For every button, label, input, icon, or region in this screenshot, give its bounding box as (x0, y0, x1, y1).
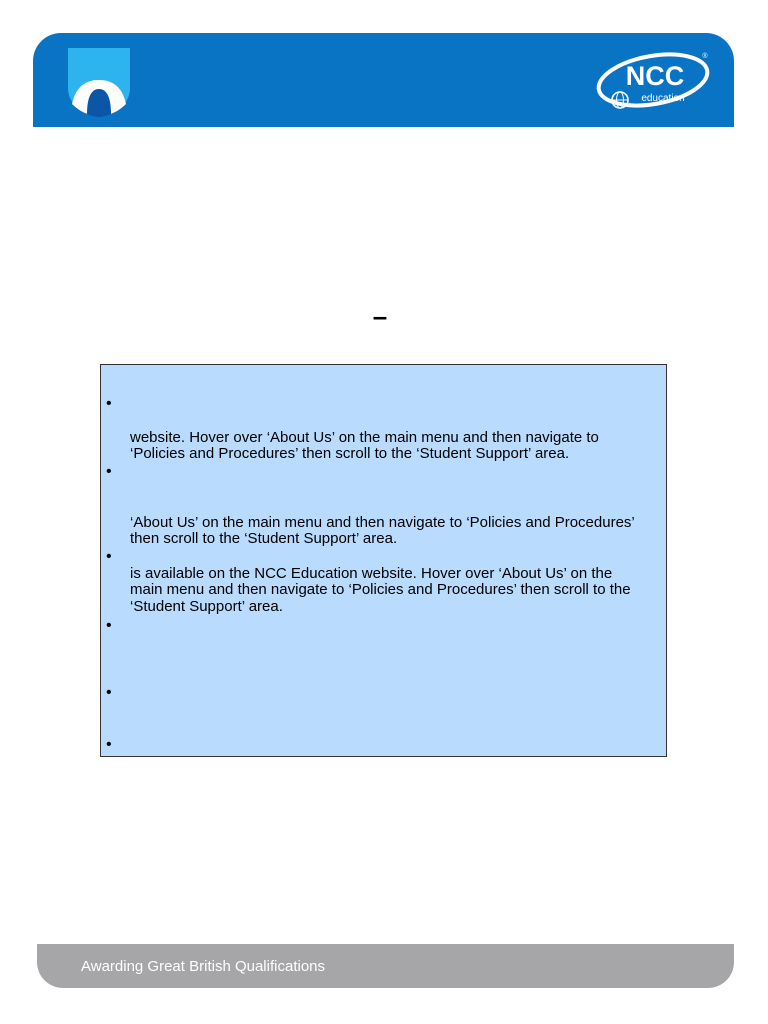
university-crest-icon (66, 46, 132, 118)
registered-mark: ® (702, 53, 708, 60)
footer-tagline: Awarding Great British Qualifications (81, 958, 325, 975)
heading-dash: – (372, 301, 388, 331)
bullet-4: • (106, 617, 112, 634)
bullet-2: • (106, 463, 112, 480)
bullet-3: • (106, 548, 112, 565)
bullet-6: • (106, 736, 112, 753)
info-line: ‘Policies and Procedures’ then scroll to the ‘Student Support’ area. (130, 445, 570, 462)
logo-text: NCC (625, 61, 685, 91)
info-box (100, 364, 667, 757)
info-line: ‘Student Support’ area. (130, 598, 283, 615)
info-line: is available on the NCC Education website. Hover over ‘About Us’ on the (130, 565, 613, 582)
logo-subtext: education (641, 93, 685, 104)
header-bar (33, 33, 734, 127)
info-line: ‘About Us’ on the main menu and then navigate to ‘Policies and Procedures’ (130, 514, 635, 531)
ncc-education-logo (593, 47, 713, 113)
footer-bar (37, 944, 734, 988)
bullet-5: • (106, 684, 112, 701)
bullet-1: • (106, 395, 112, 412)
info-line: website. Hover over ‘About Us’ on the main menu and then navigate to (130, 429, 599, 446)
info-line: main menu and then navigate to ‘Policies and Procedures’ then scroll to the (130, 581, 631, 598)
info-line: then scroll to the ‘Student Support’ area. (130, 530, 398, 547)
